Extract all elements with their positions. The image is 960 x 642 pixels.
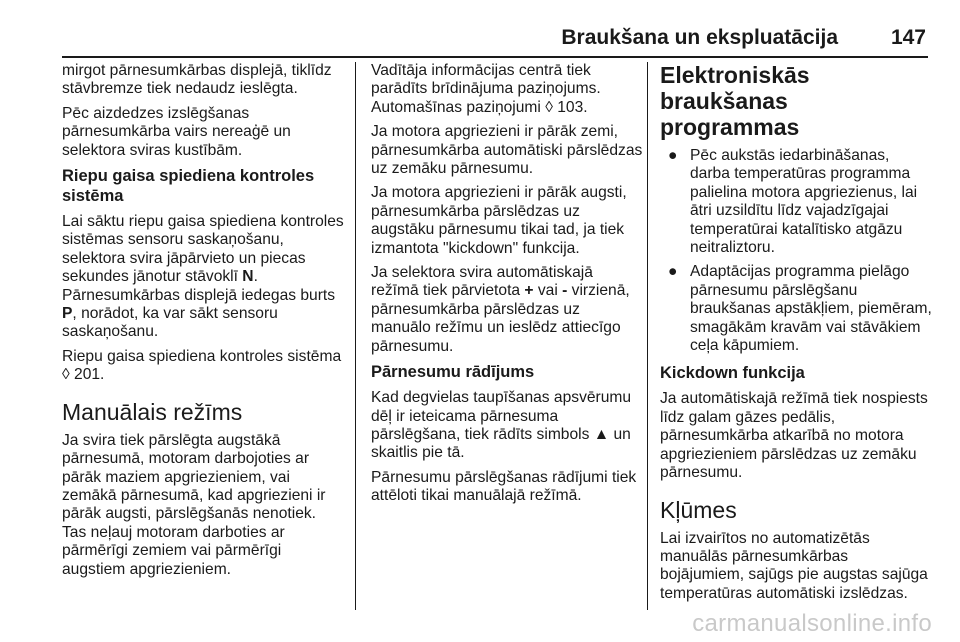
paragraph: Lai sāktu riepu gaisa spiediena kontroles sistēmas sensoru saskaņošanu, selektora svira jāpārvieto un piecas sekundes jānotur stāvoklī N. Pārnesumkārbas displejā iedegas burts P, norādot, ka var sākt sensoru saskaņošanu. — [62, 213, 344, 341]
paragraph: Kad degvielas taupīšanas apsvērumu dēļ ir ieteicama pārnesuma pārslēgšana, tiek rādīts simbols ▲ un skaitlis pie tā. — [371, 389, 632, 462]
list-item: ● Adaptācijas programma pielāgo pārnesumu pārslēgšanu braukšanas apstākļiem, piemēram, smagākām kravām vai stāvākiem ceļa kāpumiem. — [668, 263, 932, 355]
section-heading-kickdown: Kickdown funkcija — [660, 364, 805, 383]
paragraph-crossref: Vadītāja informācijas centrā tiek parādīts brīdinājuma paziņojums. Automašīnas paziņojumi ◊ 103. — [371, 62, 601, 116]
paragraph: Ja selektora svira automātiskajā režīmā tiek pārvietota + vai - virzienā, pārnesumkārba pārslēdzas uz manuālo režīmu un ieslēdz attiecīgo pārnesumu. — [371, 264, 630, 355]
column-left — [62, 62, 344, 585]
watermark: carmanualsonline.info — [692, 610, 932, 637]
paragraph: mirgot pārnesumkārbas displejā, tiklīdz stāvbremze tiek nedaudz ieslēgta. — [62, 62, 332, 98]
section-heading-driving-programs: Elektroniskās braukšanas programmas — [660, 62, 810, 140]
paragraph: Pārnesumu pārslēgšanas rādījumi tiek attēloti tikai manuālajā režīmā. — [371, 468, 637, 505]
section-heading-faults: Kļūmes — [660, 496, 737, 523]
header-title: Braukšana un ekspluatācija — [561, 26, 838, 49]
column-divider — [647, 62, 648, 610]
paragraph: Ja motora apgriezieni ir pārāk zemi, pārnesumkārba automātiski pārslēdzas uz zemāku pārnesumu. — [371, 123, 643, 178]
page-number: 147 — [890, 26, 926, 49]
bullet-icon: ● — [668, 147, 678, 164]
page-header — [62, 22, 928, 58]
paragraph: Ja svira tiek pārslēgta augstākā pārnesumā, motoram darbojoties ar pārāk maziem apgriezieniem, vai zemākā pārnesumā, kad apgriezieni ir pārāk augsti, pārslēgšanās nenotiek. Tas neļauj motoram darboties ar pārmērīgi zemiem vai pārmērīgi augstiem apgriezieniem. — [62, 431, 326, 578]
section-heading-manual-mode: Manuālais režīms — [62, 398, 243, 425]
column-right — [660, 62, 932, 609]
paragraph: Ja automātiskajā režīmā tiek nospiests līdz galam gāzes pedālis, pārnesumkārba atkarībā no motora apgriezieniem pārslēdzas uz zemāku pārnesumu. — [660, 390, 928, 482]
paragraph: Pēc aizdedzes izslēgšanas pārnesumkārba vairs nereaģē un selektora sviras kustībām. — [62, 104, 291, 159]
column-divider — [355, 62, 356, 610]
paragraph: Lai izvairītos no automatizētās manuālās pārnesumkārbas bojājumiem, sajūgs pie augstas sajūga temperatūras automātiski izslēdzas. — [660, 529, 928, 602]
bullet-icon: ● — [668, 263, 678, 281]
list-item: ● Pēc aukstās iedarbināšanas, darba temperatūras programma palielina motora apgriezienus, lai ātri uzsildītu līdz vajadzīgajai temperatūrai katalītisko atgāzu neitraliztoru. — [668, 147, 918, 257]
paragraph: Ja motora apgriezieni ir pārāk augsti, pārnesumkārba pārslēdzas uz augstāku pārnesumu tikai tad, ja tiek izmantota "kickdown" funkcija. — [371, 184, 627, 257]
paragraph-crossref: Riepu gaisa spiediena kontroles sistēma ◊ 201. — [62, 347, 342, 384]
section-heading-gear-indicator: Pārnesumu rādījums — [371, 363, 535, 382]
bullet-list — [660, 147, 932, 355]
column-middle — [371, 62, 643, 512]
section-heading-tire-pressure: Riepu gaisa spiediena kontroles sistēma — [62, 167, 315, 206]
